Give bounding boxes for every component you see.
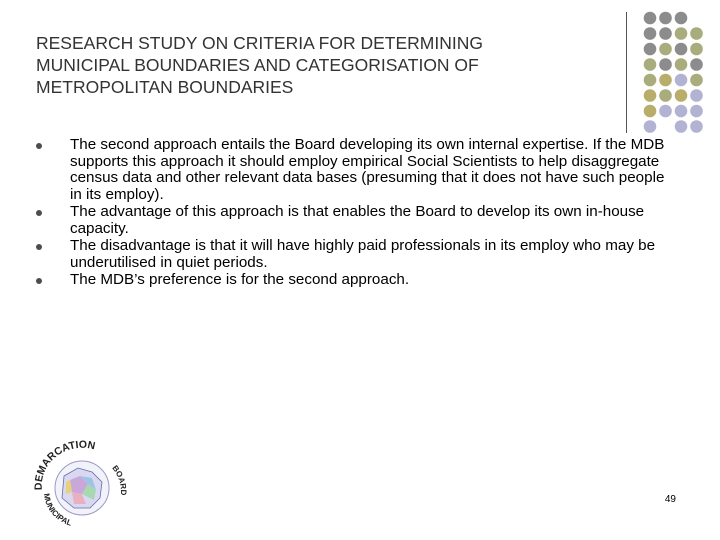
decorative-dot	[659, 27, 672, 40]
decorative-dot	[659, 12, 672, 25]
bullet-icon	[36, 143, 42, 149]
decorative-dot	[690, 58, 703, 71]
bullet-icon	[36, 210, 42, 216]
decorative-dot	[690, 74, 703, 87]
bullet-list	[36, 137, 676, 290]
slide-title: RESEARCH STUDY ON CRITERIA FOR DETERMINING MUNICIPAL BOUNDARIES AND CATEGORISATION OF METROPOLITAN BOUNDARIES	[36, 33, 483, 97]
decorative-dot	[675, 120, 688, 133]
decorative-dot	[659, 43, 672, 56]
bullet-text: The second approach entails the Board developing its own internal expertise. If the MDB supports this approach it should employ empirical Social Scientists to help disaggregate census data and other relevant data bases (presuming that it does not have such people in its employ).	[70, 136, 665, 203]
decorative-dot	[644, 12, 657, 25]
decorative-dot	[675, 27, 688, 40]
decorative-dot	[644, 120, 657, 133]
decorative-dot	[675, 58, 688, 71]
bullet-text: The advantage of this approach is that enables the Board to develop its own in-house capacity.	[70, 203, 645, 237]
logo-text-top: DEMARCATION	[32, 438, 97, 491]
decorative-dot	[690, 105, 703, 118]
decorative-dot-grid	[0, 0, 720, 140]
decorative-dot	[644, 58, 657, 71]
decorative-dot	[690, 89, 703, 102]
decorative-dot	[659, 89, 672, 102]
decorative-dot	[644, 105, 657, 118]
bullet-icon	[36, 244, 42, 250]
decorative-dot	[675, 43, 688, 56]
list-item	[36, 204, 676, 237]
decorative-dot	[675, 89, 688, 102]
decorative-dot	[690, 27, 703, 40]
decorative-dot	[659, 58, 672, 71]
logo-text-right: BOARD	[110, 463, 128, 496]
decorative-dot	[644, 27, 657, 40]
bullet-icon	[36, 278, 42, 284]
decorative-dot	[690, 43, 703, 56]
decorative-dot	[675, 105, 688, 118]
decorative-dot	[659, 105, 672, 118]
list-item	[36, 272, 676, 289]
svg-text:BOARD	[110, 464, 128, 496]
bullet-text: The disadvantage is that it will have highly paid professionals in its employ who may be underutilised in quiet periods.	[70, 237, 656, 271]
decorative-dot	[675, 74, 688, 87]
decorative-dot	[659, 74, 672, 87]
decorative-dot	[675, 12, 688, 25]
decorative-dot	[644, 43, 657, 56]
logo-text-bottom: MUNICIPAL	[41, 492, 74, 528]
decorative-dot	[644, 89, 657, 102]
page-number: 49	[664, 494, 676, 505]
demarcation-board-logo	[30, 438, 130, 530]
decorative-dot	[644, 74, 657, 87]
bullet-text: The MDB’s preference is for the second approach.	[70, 271, 410, 288]
decorative-dot	[690, 120, 703, 133]
list-item	[36, 137, 676, 203]
list-item	[36, 238, 676, 271]
